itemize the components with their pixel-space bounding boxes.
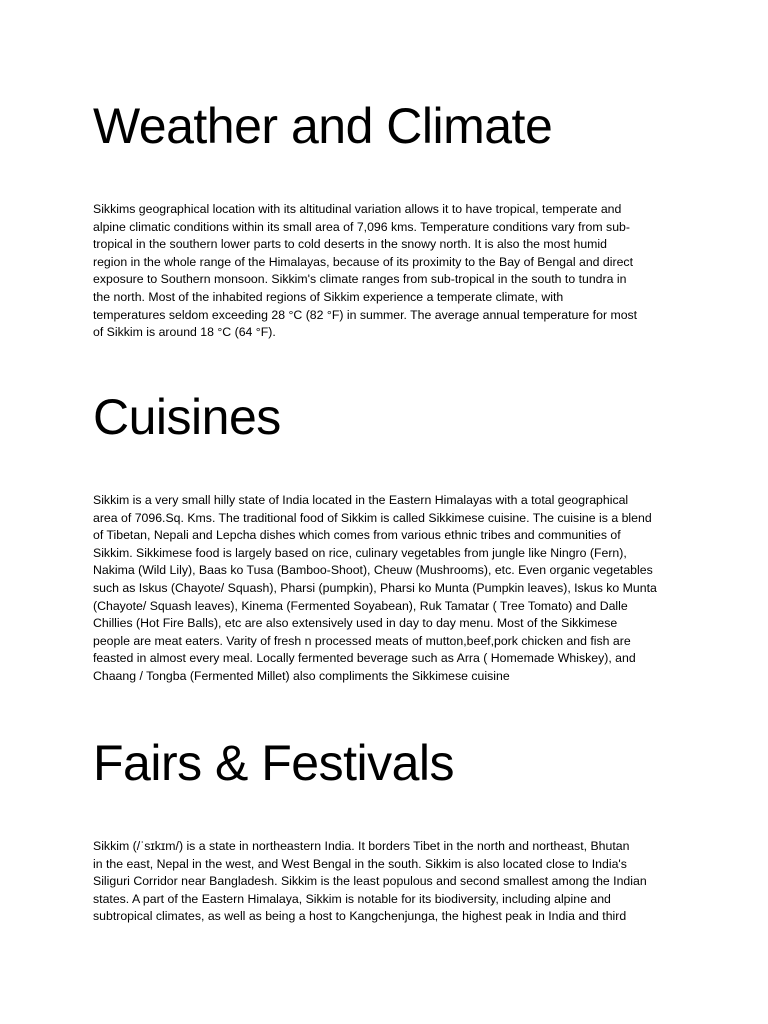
weather-and-climate-paragraph bbox=[93, 201, 683, 342]
paragraph-line: Chillies (Hot Fire Balls), etc are also extensively used in day to day menu. Most of the Sikkimese bbox=[93, 616, 618, 631]
paragraph-line: subtropical climates, as well as being a host to Kangchenjunga, the highest peak in India and third bbox=[93, 909, 627, 924]
paragraph-line: Sikkims geographical location with its altitudinal variation allows it to have tropical, temperate and bbox=[93, 202, 622, 216]
paragraph-line: temperatures seldom exceeding 28 °C (82 °F) in summer. The average annual temperature for most bbox=[93, 307, 638, 322]
paragraph-line: of Sikkim is around 18 °C (64 °F). bbox=[93, 325, 276, 340]
section-heading-weather-and-climate: Weather and Climate bbox=[93, 98, 553, 154]
paragraph-line: of Tibetan, Nepali and Lepcha dishes which comes from various ethnic tribes and communities of bbox=[93, 528, 621, 543]
paragraph-line: (Chayote/ Squash leaves), Kinema (Fermented Soyabean), Ruk Tamatar ( Tree Tomato) and Dalle bbox=[93, 598, 628, 613]
paragraph-line: area of 7096.Sq. Kms. The traditional food of Sikkim is called Sikkimese cuisine. The cuisine is a blend bbox=[93, 510, 652, 525]
paragraph-line: such as Iskus (Chayote/ Squash), Pharsi (pumpkin), Pharsi ko Munta (Pumpkin leaves), Iskus ko Munta bbox=[93, 580, 657, 595]
paragraph-line: Chaang / Tongba (Fermented Millet) also compliments the Sikkimese cuisine bbox=[93, 668, 510, 683]
paragraph-line: exposure to Southern monsoon. Sikkim's climate ranges from sub-tropical in the south to tundra in bbox=[93, 272, 627, 287]
paragraph-line: Sikkim (/ˈsɪkɪm/) is a state in northeastern India. It borders Tibet in the north and northeast, Bhutan bbox=[93, 839, 630, 853]
paragraph-line: Sikkim is a very small hilly state of India located in the Eastern Himalayas with a total geographical bbox=[93, 493, 629, 507]
paragraph-line: alpine climatic conditions within its small area of 7,096 kms. Temperature conditions vary from sub- bbox=[93, 219, 630, 234]
cuisines-paragraph bbox=[93, 492, 683, 686]
section-heading-fairs-and-festivals: Fairs & Festivals bbox=[93, 735, 455, 791]
section-heading-cuisines: Cuisines bbox=[93, 389, 281, 445]
paragraph-line: the north. Most of the inhabited regions of Sikkim experience a temperate climate, with bbox=[93, 289, 564, 304]
paragraph-line: in the east, Nepal in the west, and West Bengal in the south. Sikkim is also located close to India's bbox=[93, 856, 627, 871]
paragraph-line: feasted in almost every meal. Locally fermented beverage such as Arra ( Homemade Whiskey), and bbox=[93, 651, 636, 666]
paragraph-line: region in the whole range of the Himalayas, because of its proximity to the Bay of Bengal and direct bbox=[93, 254, 634, 269]
paragraph-line: states. A part of the Eastern Himalaya, Sikkim is notable for its biodiversity, including alpine and bbox=[93, 891, 611, 906]
fairs-and-festivals-paragraph bbox=[93, 838, 683, 926]
paragraph-line: tropical in the southern lower parts to cold deserts in the snowy north. It is also the most humid bbox=[93, 237, 607, 252]
paragraph-line: Nakima (Wild Lily), Baas ko Tusa (Bamboo-Shoot), Cheuw (Mushrooms), etc. Even organic vegetables bbox=[93, 563, 653, 578]
paragraph-line: people are meat eaters. Varity of fresh n processed meats of mutton,beef,pork chicken and fish are bbox=[93, 633, 631, 648]
paragraph-line: Sikkim. Sikkimese food is largely based on rice, culinary vegetables from jungle like Ningro (Fern), bbox=[93, 545, 627, 560]
paragraph-line: Siliguri Corridor near Bangladesh. Sikkim is the least populous and second smallest among the Indian bbox=[93, 874, 647, 889]
